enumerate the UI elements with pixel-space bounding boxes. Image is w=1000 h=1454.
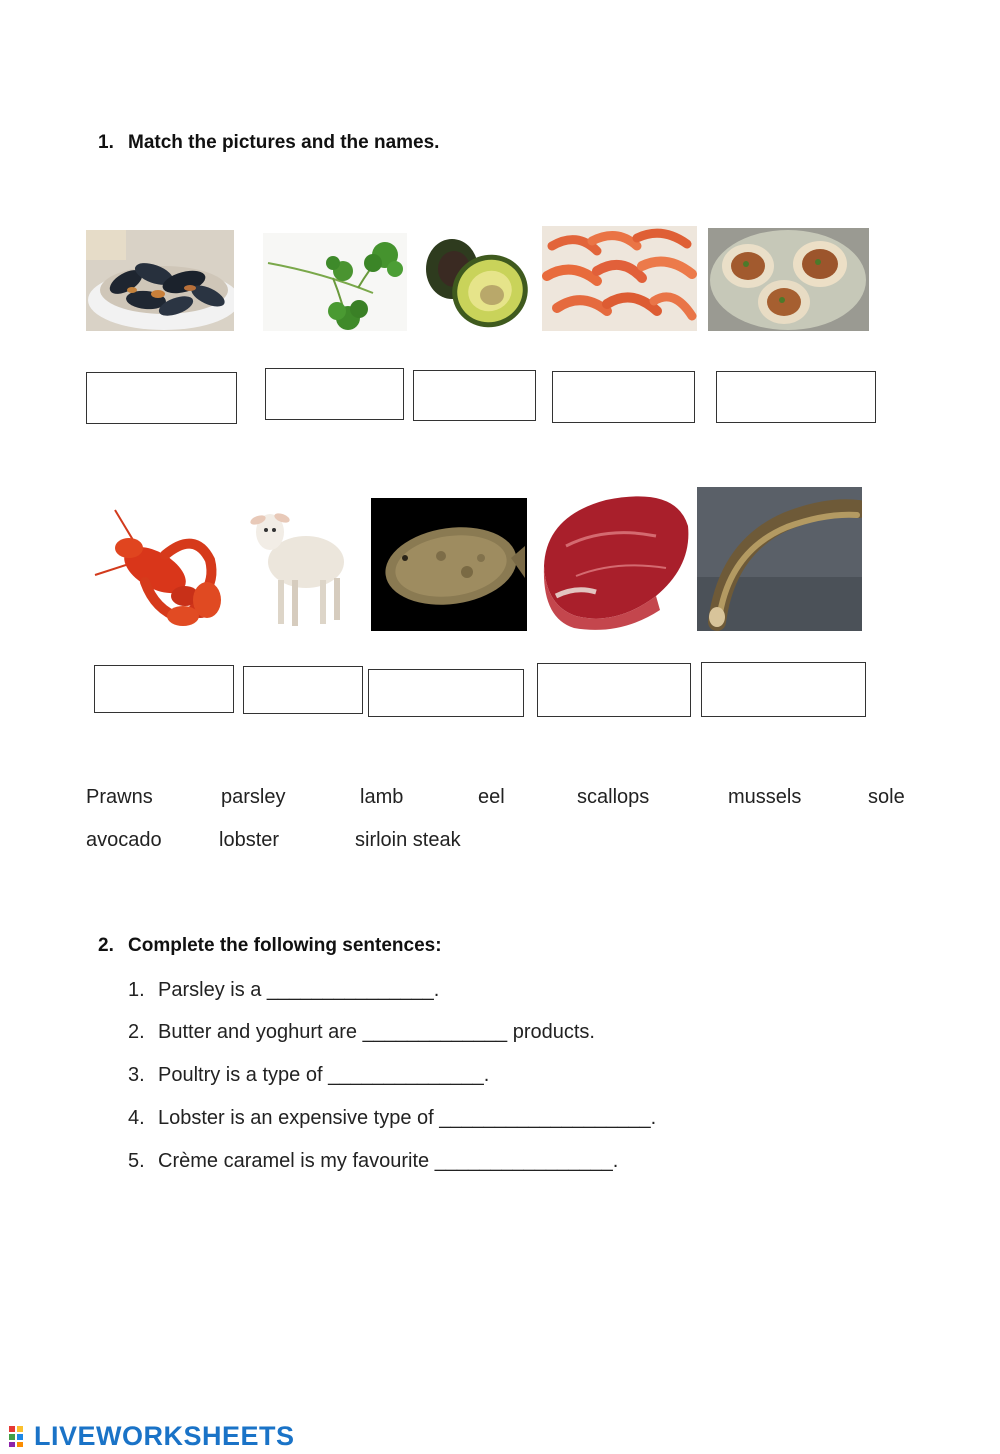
sentence-4 bbox=[128, 1107, 656, 1130]
exercise-2-title: Complete the following sentences: bbox=[128, 935, 442, 956]
sentence-number: 5. bbox=[128, 1150, 145, 1172]
word-bank-item: parsley bbox=[221, 786, 286, 808]
sentence-text: Poultry is a type of ______________. bbox=[158, 1064, 490, 1086]
answer-box-7[interactable] bbox=[243, 666, 363, 714]
sentence-3 bbox=[128, 1064, 489, 1087]
answer-box-1[interactable] bbox=[86, 372, 237, 424]
sentence-5 bbox=[128, 1150, 618, 1173]
word-bank-item: eel bbox=[478, 786, 505, 808]
word-bank-item: sirloin steak bbox=[355, 829, 461, 851]
sentence-text: Butter and yoghurt are _____________ products. bbox=[158, 1021, 595, 1043]
liveworksheets-logo-icon bbox=[8, 1424, 32, 1448]
exercise-1-heading bbox=[98, 132, 439, 154]
sentence-2 bbox=[128, 1021, 595, 1044]
avocado-image bbox=[418, 233, 530, 331]
answer-box-8[interactable] bbox=[368, 669, 524, 717]
mussels-image bbox=[86, 230, 234, 331]
sentence-number: 4. bbox=[128, 1107, 145, 1129]
word-bank-item: lamb bbox=[360, 786, 404, 808]
liveworksheets-brand: LIVEWORKSHEETS bbox=[34, 1420, 295, 1451]
word-bank-item: sole bbox=[868, 786, 905, 808]
prawns-image bbox=[542, 226, 697, 331]
parsley-image bbox=[263, 233, 407, 331]
word-bank-item: scallops bbox=[577, 786, 650, 808]
exercise-2-number: 2. bbox=[98, 935, 114, 956]
answer-box-10[interactable] bbox=[701, 662, 866, 717]
sirloin-steak-image bbox=[536, 486, 692, 631]
word-bank-item: lobster bbox=[219, 829, 280, 851]
lamb-image bbox=[240, 500, 352, 632]
scallops-image bbox=[708, 228, 869, 331]
answer-box-3[interactable] bbox=[413, 370, 536, 421]
exercise-1-title: Match the pictures and the names. bbox=[128, 132, 440, 153]
answer-box-2[interactable] bbox=[265, 368, 404, 420]
answer-box-4[interactable] bbox=[552, 371, 695, 423]
sentence-1 bbox=[128, 979, 439, 1002]
lobster-image bbox=[85, 500, 225, 632]
sentence-text: Lobster is an expensive type of ___________________. bbox=[158, 1107, 657, 1129]
answer-box-9[interactable] bbox=[537, 663, 691, 717]
answer-box-5[interactable] bbox=[716, 371, 876, 423]
eel-image bbox=[697, 487, 862, 631]
sole-image bbox=[371, 498, 527, 631]
word-bank-item: mussels bbox=[728, 786, 802, 808]
word-bank-item: avocado bbox=[86, 829, 162, 851]
word-bank-item: Prawns bbox=[86, 786, 153, 808]
footer-logo[interactable] bbox=[8, 1418, 295, 1454]
sentence-number: 3. bbox=[128, 1064, 145, 1086]
sentence-text: Parsley is a _______________. bbox=[158, 979, 440, 1001]
sentence-text: Crème caramel is my favourite ________________. bbox=[158, 1150, 619, 1172]
exercise-1-number: 1. bbox=[98, 132, 114, 153]
answer-box-6[interactable] bbox=[94, 665, 234, 713]
sentence-number: 2. bbox=[128, 1021, 145, 1043]
exercise-2-heading bbox=[98, 935, 442, 957]
sentence-number: 1. bbox=[128, 979, 145, 1001]
